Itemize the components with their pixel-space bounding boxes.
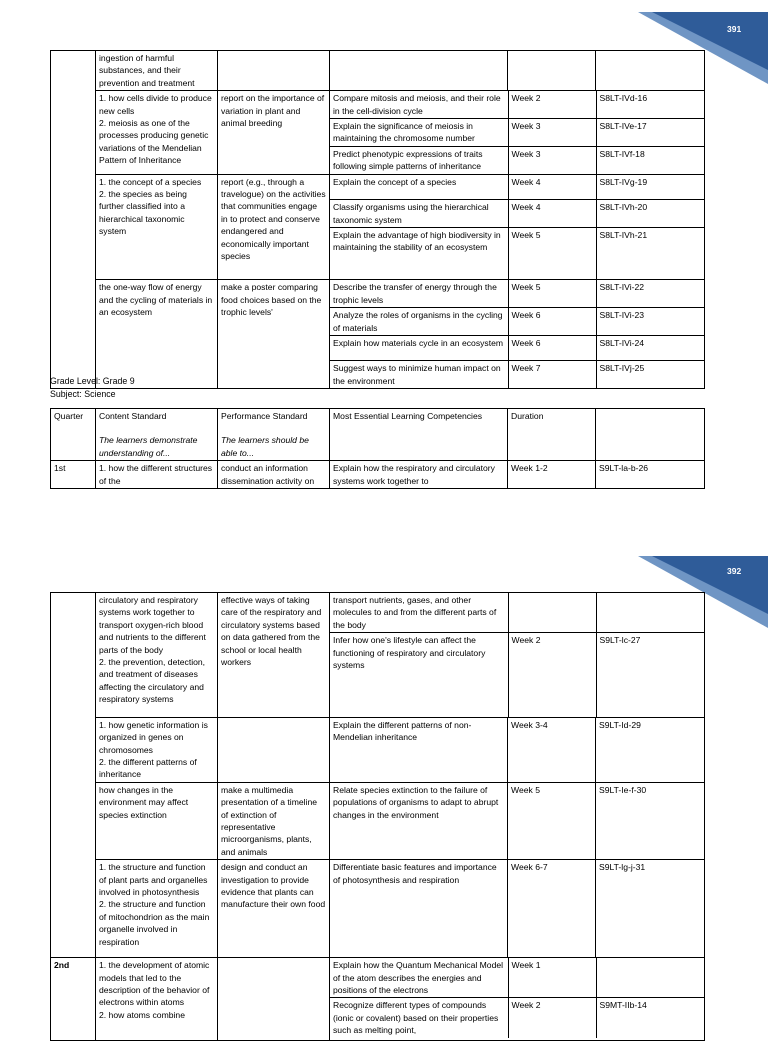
competency-row bbox=[330, 336, 705, 361]
code-cell: S9LT-Id-29 bbox=[596, 717, 705, 782]
competency-text: Explain the significance of meiosis in maintaining the chromosome number bbox=[330, 119, 508, 147]
code-cell: S9LT-lg-j-31 bbox=[596, 860, 705, 958]
competency-text: Analyze the roles of organisms in the cycling of materials bbox=[330, 308, 508, 336]
competency-cell bbox=[330, 51, 508, 91]
header-performance-standard-sub: The learners should be able to... bbox=[221, 435, 309, 458]
header-performance-standard bbox=[218, 409, 330, 461]
performance-standard-cell: conduct an information dissemination activity on bbox=[218, 461, 330, 489]
table-row bbox=[51, 461, 705, 489]
page-number: 391 bbox=[727, 24, 742, 34]
code-text: S9MT-IIb-14 bbox=[596, 998, 705, 1038]
competency-row bbox=[330, 633, 705, 717]
table-row bbox=[51, 782, 705, 859]
competency-cell: Relate species extinction to the failure of populations of organisms to adapt to abrupt changes in the environment bbox=[330, 782, 508, 859]
competency-text: Describe the transfer of energy through the trophic levels bbox=[330, 280, 508, 307]
performance-standard-cell: report (e.g., through a travelogue) on the activities that communities engage in to protect and conserve endangered and economically important species bbox=[218, 174, 330, 280]
header-content-standard bbox=[96, 409, 218, 461]
duration-cell: Week 5 bbox=[508, 782, 596, 859]
code-text: S8LT-IVh-20 bbox=[596, 200, 705, 228]
duration-text: Week 3 bbox=[508, 146, 596, 173]
content-standard-cell: 1. how the different structures of the bbox=[96, 461, 218, 489]
competency-row bbox=[330, 91, 705, 118]
competency-text: Explain the concept of a species bbox=[330, 175, 508, 200]
competency-text: Explain how the Quantum Mechanical Model of the atom describes the energies and positions of the electrons bbox=[330, 958, 508, 998]
performance-standard-cell bbox=[218, 958, 330, 1041]
table-row bbox=[51, 51, 705, 91]
duration-text bbox=[508, 593, 596, 633]
duration-text: Week 2 bbox=[508, 633, 596, 717]
code-text bbox=[596, 593, 705, 633]
quarter-cell bbox=[51, 51, 96, 389]
competency-row bbox=[330, 958, 705, 998]
competency-text: Suggest ways to minimize human impact on the environment bbox=[330, 361, 508, 388]
competency-text: Explain how materials cycle in an ecosystem bbox=[330, 336, 508, 361]
code-cell: S9LT-Ie-f-30 bbox=[596, 782, 705, 859]
header-code bbox=[596, 409, 705, 461]
header-performance-standard-title: Performance Standard bbox=[221, 411, 308, 421]
table-row bbox=[51, 91, 705, 174]
duration-text: Week 2 bbox=[508, 998, 596, 1038]
competency-text: Recognize different types of compounds (ionic or covalent) based on their properties such as melting point, bbox=[330, 998, 508, 1038]
competency-row bbox=[330, 200, 705, 228]
competency-text: transport nutrients, gases, and other molecules to and from the different parts of the body bbox=[330, 593, 508, 633]
performance-standard-cell: design and conduct an investigation to provide evidence that plants can manufacture their own food bbox=[218, 860, 330, 958]
content-standard-cell: 1. how cells divide to produce new cells 2. meiosis as one of the processes producing genetic variations of the Mendelian Pattern of Inheritance bbox=[96, 91, 218, 174]
competency-group bbox=[330, 174, 705, 280]
code-text bbox=[596, 958, 705, 998]
header-content-standard-title: Content Standard bbox=[99, 411, 167, 421]
performance-standard-cell: make a poster comparing food choices based on the trophic levels' bbox=[218, 280, 330, 388]
table-row bbox=[51, 717, 705, 782]
competency-cell: Explain the different patterns of non-Mendelian inheritance bbox=[330, 717, 508, 782]
competency-text: Infer how one's lifestyle can affect the functioning of respiratory and circulatory systems bbox=[330, 633, 508, 717]
content-standard-cell: 1. the development of atomic models that led to the description of the behavior of electrons within atoms 2. how atoms combine bbox=[96, 958, 218, 1041]
code-text: S8LT-IVi-23 bbox=[596, 308, 705, 336]
competency-row bbox=[330, 175, 705, 200]
competency-row bbox=[330, 361, 705, 388]
duration-cell bbox=[508, 51, 596, 91]
competency-row bbox=[330, 308, 705, 336]
code-cell: S9LT-la-b-26 bbox=[596, 461, 705, 489]
competency-row bbox=[330, 227, 705, 279]
duration-text: Week 3 bbox=[508, 119, 596, 147]
table-row bbox=[51, 174, 705, 280]
competency-cell: Explain how the respiratory and circulatory systems work together to bbox=[330, 461, 508, 489]
competency-row bbox=[330, 146, 705, 173]
code-text: S8LT-IVg-19 bbox=[599, 176, 648, 187]
competency-table-grade8-continued bbox=[50, 50, 705, 389]
duration-text: Week 5 bbox=[508, 280, 596, 307]
duration-text: Week 4 bbox=[508, 200, 596, 228]
competency-group bbox=[330, 958, 705, 1041]
duration-text: Week 6 bbox=[508, 336, 596, 361]
page-number: 392 bbox=[727, 566, 742, 576]
competency-group bbox=[330, 593, 705, 718]
performance-standard-cell: effective ways of taking care of the respiratory and circulatory systems based on data gathered from the school or local health workers bbox=[218, 593, 330, 718]
code-text: S8LT-IVh-21 bbox=[596, 227, 705, 279]
duration-cell: Week 6-7 bbox=[508, 860, 596, 958]
duration-text: Week 4 bbox=[508, 175, 596, 200]
grade-level-label: Grade Level: Grade 9 bbox=[50, 376, 135, 386]
competency-text: Classify organisms using the hierarchical taxonomic system bbox=[330, 200, 508, 228]
competency-group bbox=[330, 280, 705, 388]
competency-table-grade9-continued bbox=[50, 592, 705, 1041]
code-text: S8LT-IVf-18 bbox=[596, 146, 705, 173]
performance-standard-cell: report on the importance of variation in plant and animal breeding bbox=[218, 91, 330, 174]
duration-text: Week 5 bbox=[508, 227, 596, 279]
code-text: S9LT-lc-27 bbox=[596, 633, 705, 717]
competency-row bbox=[330, 593, 705, 633]
table-row bbox=[51, 280, 705, 388]
performance-standard-cell bbox=[218, 51, 330, 91]
header-content-standard-sub: The learners demonstrate understanding of... bbox=[99, 435, 198, 458]
table-row bbox=[51, 860, 705, 958]
duration-text: Week 2 bbox=[508, 91, 596, 118]
quarter-cell: 2nd bbox=[51, 958, 96, 1041]
duration-cell: Week 3-4 bbox=[508, 717, 596, 782]
competency-table-grade9 bbox=[50, 408, 705, 489]
competency-text: Explain the advantage of high biodiversity in maintaining the stability of an ecosystem bbox=[330, 227, 508, 279]
table-header-row bbox=[51, 409, 705, 461]
code-cell bbox=[596, 51, 705, 91]
content-standard-cell: 1. the structure and function of plant parts and organelles involved in photosynthesis 2. the structure and function of mitochondrion as the main organelle involved in respiration bbox=[96, 860, 218, 958]
competency-text: Predict phenotypic expressions of traits following simple patterns of inheritance bbox=[330, 146, 508, 173]
competency-row bbox=[330, 280, 705, 307]
competency-row bbox=[330, 998, 705, 1038]
competency-cell: Differentiate basic features and importance of photosynthesis and respiration bbox=[330, 860, 508, 958]
table-row bbox=[51, 958, 705, 1041]
performance-standard-cell: make a multimedia presentation of a timeline of extinction of representative microorganisms, plants, and animals bbox=[218, 782, 330, 859]
duration-text: Week 6 bbox=[508, 308, 596, 336]
header-duration: Duration bbox=[508, 409, 596, 461]
code-text: S8LT-IVe-17 bbox=[596, 119, 705, 147]
performance-standard-cell bbox=[218, 717, 330, 782]
header-quarter: Quarter bbox=[51, 409, 96, 461]
content-standard-cell: 1. how genetic information is organized in genes on chromosomes 2. the different patterns of inheritance bbox=[96, 717, 218, 782]
competency-text: Compare mitosis and meiosis, and their role in the cell-division cycle bbox=[330, 91, 508, 118]
duration-text: Week 7 bbox=[508, 361, 596, 388]
code-text: S8LT-IVi-22 bbox=[599, 282, 645, 293]
duration-cell: Week 1-2 bbox=[508, 461, 596, 489]
content-standard-cell: ingestion of harmful substances, and their prevention and treatment bbox=[96, 51, 218, 91]
header-melc: Most Essential Learning Competencies bbox=[330, 409, 508, 461]
duration-text: Week 1 bbox=[508, 958, 596, 998]
content-standard-cell: the one-way flow of energy and the cycling of materials in an ecosystem bbox=[96, 280, 218, 388]
table-row bbox=[51, 593, 705, 718]
code-text: S8LT-IVi-24 bbox=[596, 336, 705, 361]
subject-label: Subject: Science bbox=[50, 389, 116, 399]
content-standard-cell: circulatory and respiratory systems work together to transport oxygen-rich blood and nutrients to the different parts of the body 2. the prevention, detection, and treatment of diseases affecting the circulatory and respiratory systems bbox=[96, 593, 218, 718]
content-standard-cell: 1. the concept of a species 2. the species as being further classified into a hierarchical taxonomic system bbox=[96, 174, 218, 280]
competency-row bbox=[330, 119, 705, 147]
code-text: S8LT-IVd-16 bbox=[599, 93, 648, 104]
content-standard-cell: how changes in the environment may affect species extinction bbox=[96, 782, 218, 859]
code-text: S8LT-IVj-25 bbox=[596, 361, 705, 388]
quarter-cell bbox=[51, 593, 96, 958]
quarter-cell: 1st bbox=[51, 461, 96, 489]
competency-group bbox=[330, 91, 705, 174]
